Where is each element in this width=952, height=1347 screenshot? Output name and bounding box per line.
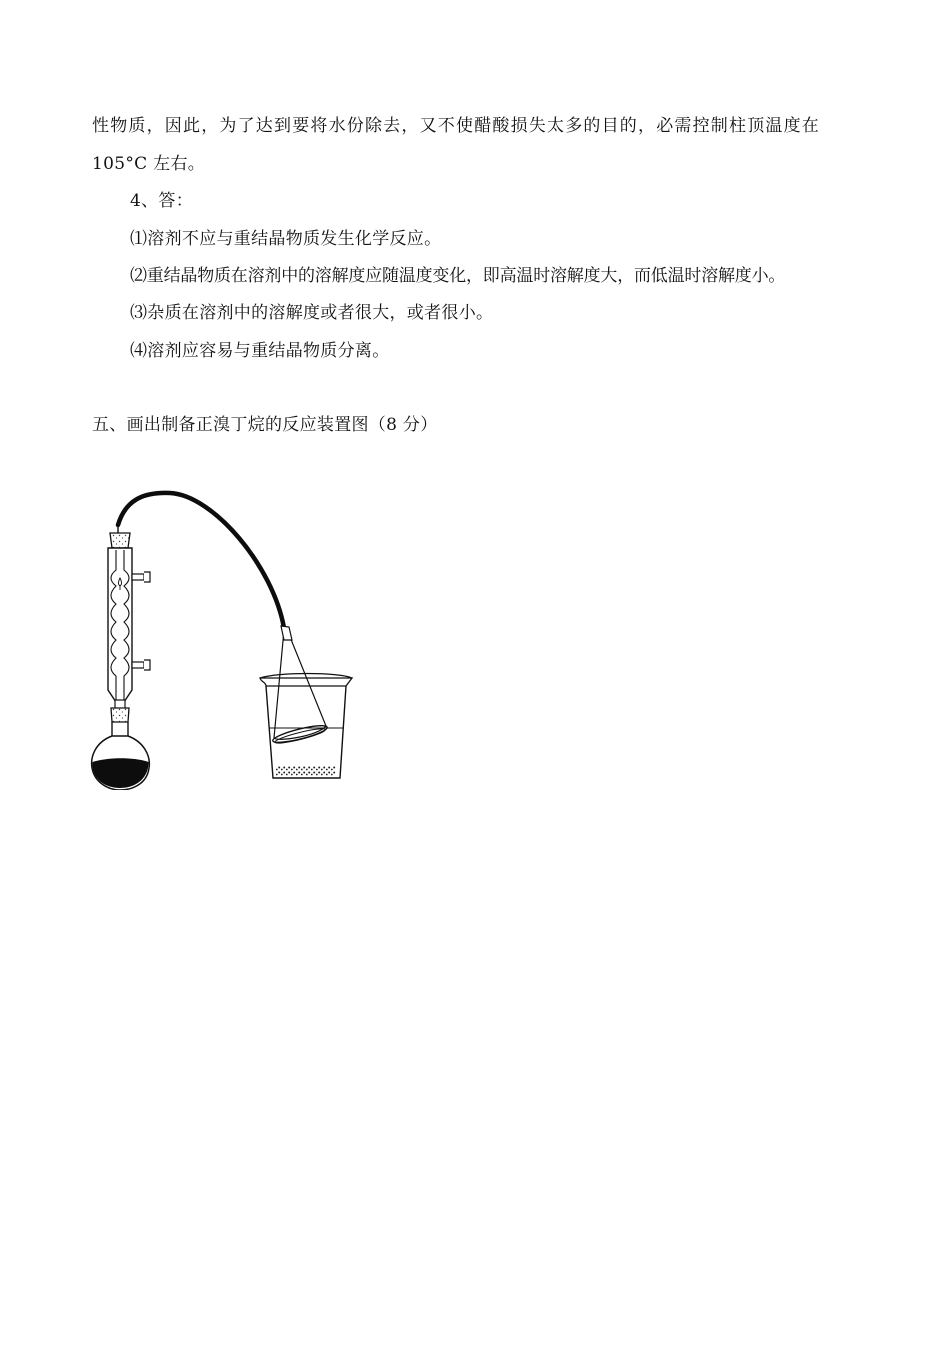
paragraph-line-1: 性物质，因此，为了达到要将水份除去，又不使醋酸损失太多的目的，必需控制柱顶温度在 [92, 116, 820, 136]
answer-item-4: ⑷溶剂应容易与重结晶物质分离。 [130, 341, 390, 361]
flask-stopper [111, 708, 129, 722]
answer-4-label: 4、答： [130, 191, 194, 211]
condenser-side-arm-upper [132, 572, 150, 582]
condenser-side-arm-lower [132, 660, 150, 670]
beaker [260, 678, 352, 686]
answer-item-3: ⑶杂质在溶剂中的溶解度或者很大，或者很小。 [130, 303, 494, 323]
paragraph-line-2: 105°C 左右。 [92, 154, 206, 174]
top-stopper [110, 533, 130, 548]
answer-item-1: ⑴溶剂不应与重结晶物质发生化学反应。 [130, 229, 442, 249]
reflux-condenser [108, 548, 132, 702]
apparatus-figure [88, 486, 368, 790]
section-heading: 五、画出制备正溴丁烷的反应装置图（8 分） [92, 415, 438, 435]
answer-item-2: ⑵重结晶物质在溶剂中的溶解度应随温度变化，即高温时溶解度大，而低温时溶解度小。 [130, 266, 786, 286]
rubber-tubing [118, 493, 284, 628]
beaker-granules [276, 766, 336, 776]
reflux-apparatus-drawing [88, 486, 368, 790]
